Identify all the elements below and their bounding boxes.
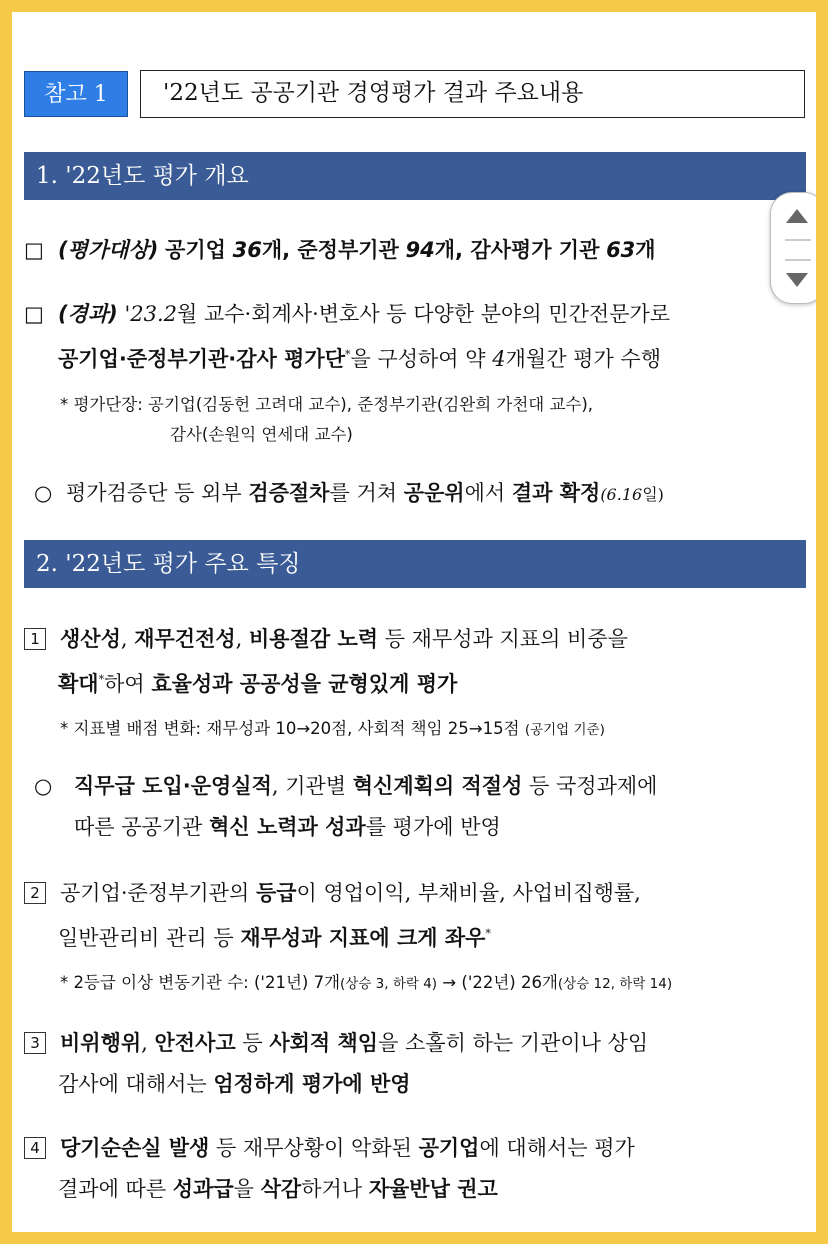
section1-heading: 1. '22년도 평가 개요 <box>24 152 806 200</box>
section2-item-1 <box>24 619 814 659</box>
text-neglect: 을 소홀히 하는 기관이나 상임 <box>378 1031 649 1055</box>
grip-icon <box>785 239 811 261</box>
section2-item-3-cont <box>58 1064 816 1104</box>
text-months: 개월간 평가 수행 <box>505 347 661 371</box>
text-worsened: 등 재무상황이 악화된 <box>209 1136 419 1160</box>
text-verify-proc: 검증절차 <box>248 481 330 505</box>
section2-heading: 2. '22년도 평가 주요 특징 <box>24 540 806 588</box>
text-according: 따른 공공기관 <box>74 815 210 839</box>
text-misconduct: 비위행위 <box>60 1031 142 1055</box>
sep: 을 <box>233 1177 261 1201</box>
section2-item-1b-cont <box>74 807 816 847</box>
text-admin-cost: 일반관리비 관리 등 <box>58 926 241 950</box>
text-each-org: , 기관별 <box>271 774 353 798</box>
note-grade-21-detail: (상승 3, 하락 4) <box>340 976 438 992</box>
text-nat-task: 등 국정과제에 <box>522 774 658 798</box>
text-for-eval: 에 대해서는 평가 <box>479 1136 635 1160</box>
text-productivity: 생산성 <box>60 627 121 651</box>
arrow-up-icon[interactable] <box>786 209 808 223</box>
circle-bullet-icon: ○ <box>34 481 53 505</box>
text-safety: 안전사고 <box>154 1031 236 1055</box>
text-fin-influence: 재무성과 지표에 크게 좌우 <box>240 926 486 950</box>
count-quasi-gov: 94 <box>405 238 435 262</box>
text-strict: 엄정하게 평가에 반영 <box>213 1072 411 1096</box>
section2-item-2-cont <box>58 914 816 958</box>
footnote-mark: * <box>344 348 351 361</box>
number-box: 1 <box>24 628 46 650</box>
unit: 개 <box>261 238 283 262</box>
text-innov-result: 혁신 노력과 성과 <box>209 815 366 839</box>
sep: , <box>235 627 250 651</box>
label-target: (평가대상) <box>58 238 159 262</box>
note-grade-22-detail: (상승 12, 하락 14) <box>557 976 673 992</box>
square-bullet-icon: □ <box>24 302 44 326</box>
section2-item-3 <box>24 1023 814 1063</box>
count-public-corp: 36 <box>232 238 262 262</box>
text-fin-health: 재무건전성 <box>134 627 236 651</box>
reference-badge: 참고 1 <box>24 71 128 117</box>
text-quasi-gov: , 준정부기관 <box>282 238 399 262</box>
note-grade-21: * 2등급 이상 변동기관 수: ('21년) 7개 <box>60 973 341 992</box>
scroll-control[interactable] <box>770 192 816 304</box>
text-or: 하거나 <box>301 1177 369 1201</box>
text-public-corp: 공기업 <box>418 1136 480 1160</box>
text-fin-weight: 등 재무성과 지표의 비중을 <box>378 627 628 651</box>
note-score-basis: (공기업 기준) <box>524 722 605 738</box>
text-expand: 확대 <box>58 672 99 696</box>
arrow-down-icon[interactable] <box>786 273 808 287</box>
text-reduce: 삭감 <box>260 1177 302 1201</box>
text-bonus: 성과급 <box>172 1177 234 1201</box>
section2-item-2 <box>24 873 814 913</box>
sep: , <box>141 1031 155 1055</box>
number-box: 4 <box>24 1137 46 1159</box>
text-cost-cut: 비용절감 노력 <box>249 627 379 651</box>
text-voluntary-return: 자율반납 권고 <box>368 1177 498 1201</box>
text-audit: , 감사평가 기관 <box>455 238 600 262</box>
text-through: 를 거쳐 <box>329 481 398 505</box>
note-score-main: * 지표별 배점 변화: 재무성과 10→20점, 사회적 책임 25→15점 <box>60 719 520 738</box>
text-org-grade: 공기업·준정부기관의 <box>60 881 256 905</box>
note-eval-leaders-2: 감사(손원익 연세대 교수) <box>170 425 353 444</box>
note-eval-leaders-1: * 평가단장: 공기업(김동헌 고려대 교수), 준정부기관(김완희 가천대 교수), <box>60 395 594 414</box>
text-by-result: 결과에 따른 <box>58 1177 173 1201</box>
document-title: '22년도 공공기관 경영평가 결과 주요내용 <box>140 70 805 118</box>
note-grade-change <box>60 968 672 999</box>
text-social-resp: 사회적 책임 <box>269 1031 379 1055</box>
circle-bullet-icon: ○ <box>34 774 53 798</box>
section2-item-1-cont <box>58 660 816 704</box>
text-innov-plan: 혁신계획의 적절성 <box>352 774 523 798</box>
number-box: 2 <box>24 882 46 904</box>
text-result-final: 결과 확정 <box>511 481 601 505</box>
note-grade-22: → ('22년) 26개 <box>437 973 558 992</box>
text-net-loss: 당기순손실 발생 <box>60 1136 210 1160</box>
footnote-mark: * <box>485 927 491 940</box>
document-page <box>12 12 816 1232</box>
section1-item-target <box>24 230 814 270</box>
section1-item-verify <box>34 473 816 515</box>
section1-item-progress-cont <box>58 335 816 379</box>
text-grade: 등급 <box>255 881 297 905</box>
text-auditor: 감사에 대해서는 <box>58 1072 214 1096</box>
unit: 개 <box>635 238 656 262</box>
months-count: 4 <box>492 347 506 371</box>
text-committee: 공운위 <box>403 481 465 505</box>
number-box: 3 <box>24 1032 46 1054</box>
section2-item-1b <box>34 766 816 806</box>
section2-item-4 <box>24 1128 814 1168</box>
footnote-mark: * <box>98 673 105 686</box>
text-at: 에서 <box>464 481 506 505</box>
date-day: 일) <box>642 485 664 504</box>
square-bullet-icon: □ <box>24 238 44 262</box>
section1-item-progress <box>24 294 814 334</box>
sep: , <box>120 627 135 651</box>
note-score-change <box>60 714 605 745</box>
date-final: (6.16 <box>600 485 643 504</box>
count-audit: 63 <box>606 238 636 262</box>
section2-item-4-cont <box>58 1169 816 1209</box>
text-progress: 월 교수·회계사·변호사 등 다양한 분야의 민간전문가로 <box>177 302 671 326</box>
text-balance: 효율성과 공공성을 균형있게 평가 <box>151 672 458 696</box>
text-eval-team: 공기업·준정부기관·감사 평가단 <box>58 347 345 371</box>
text-job-pay: 직무급 도입·운영실적 <box>74 774 272 798</box>
unit: 개 <box>434 238 456 262</box>
text-reflect: 를 평가에 반영 <box>365 815 501 839</box>
text-fin-indicators: 이 영업이익, 부채비율, 사업비집행률, <box>296 881 641 905</box>
label-progress: (경과) <box>58 302 118 326</box>
sep: 등 <box>235 1031 270 1055</box>
text-doing: 하여 <box>104 672 152 696</box>
date-start: '23.2 <box>124 302 177 326</box>
text-public-corp: 공기업 <box>165 238 226 262</box>
text-verify: 평가검증단 등 외부 <box>66 481 242 505</box>
text-compose: 을 구성하여 약 <box>350 347 486 371</box>
